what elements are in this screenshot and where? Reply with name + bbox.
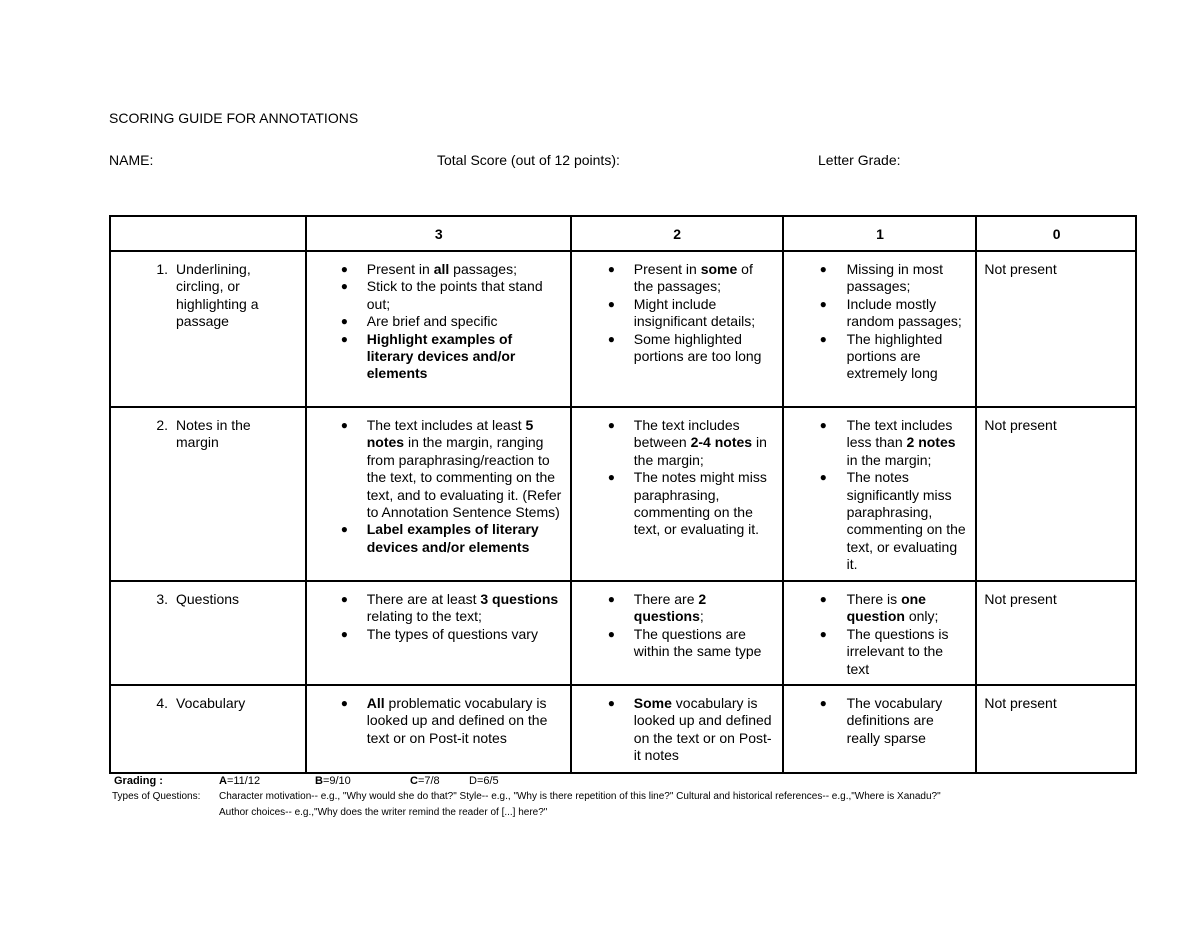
question-types-line-1: Character motivation-- e.g., "Why would she do that?" Style-- e.g., "Why is there repetition of this line?" Cultural and historical references-- e.g.,"Where is Xanadu?" xyxy=(219,791,941,802)
column-header-score-2: 2 xyxy=(571,216,783,251)
bullet-list xyxy=(579,261,776,365)
bullet-dot-icon: ● xyxy=(607,470,616,485)
bold-text: 2 notes xyxy=(906,434,956,451)
bullet-dot-icon: ● xyxy=(340,331,348,346)
text: Present in xyxy=(633,261,701,277)
criterion-cell xyxy=(110,581,306,685)
bold-text: 2 questions xyxy=(633,591,707,625)
text: The notes might miss paraphrasing, commenting on the text, or evaluating it. xyxy=(633,469,767,538)
bullet-item xyxy=(314,261,564,278)
score-0-text: Not present xyxy=(984,261,1057,277)
grade-a-value: =11/12 xyxy=(226,775,261,787)
table-row xyxy=(110,407,1136,581)
grade-c xyxy=(410,775,440,787)
bullet-dot-icon: ● xyxy=(819,296,827,311)
bullet-dot-icon: ● xyxy=(340,522,348,537)
bold-text: Highlight examples of literary devices and/or elements xyxy=(366,330,516,382)
bullet-dot-icon: ● xyxy=(607,262,616,276)
score-2-cell xyxy=(571,407,783,581)
bullet-item xyxy=(314,278,564,313)
letter-grade-label: Letter Grade: xyxy=(818,152,901,168)
criterion-cell xyxy=(110,407,306,581)
score-0-cell xyxy=(976,685,1136,773)
text: The text includes less than xyxy=(846,417,953,451)
grade-b-letter: B xyxy=(315,775,323,787)
bullet-item xyxy=(579,469,776,539)
bold-text: All xyxy=(366,695,385,712)
bullet-dot-icon: ● xyxy=(340,418,348,432)
text: ; xyxy=(699,608,704,625)
text: Present in xyxy=(366,261,434,277)
bullet-dot-icon: ● xyxy=(819,470,827,485)
bullet-item xyxy=(791,591,970,626)
bullet-list xyxy=(791,695,970,747)
bullet-item xyxy=(314,591,564,626)
grade-c-letter: C xyxy=(410,775,418,787)
bullet-dot-icon: ● xyxy=(607,331,616,346)
bullet-dot-icon: ● xyxy=(340,696,348,711)
text: Missing in most passages; xyxy=(846,261,944,295)
text: problematic vocabulary is looked up and defined on the text or on Post-it notes xyxy=(366,695,548,746)
text: There is xyxy=(846,591,902,607)
criterion-label: Vocabulary xyxy=(176,695,246,712)
bullet-list xyxy=(314,591,564,643)
text: The types of questions vary xyxy=(366,625,538,642)
text: passages; xyxy=(449,261,517,277)
bullet-item xyxy=(579,626,776,661)
bullet-dot-icon: ● xyxy=(819,696,827,711)
bold-text: 3 questions xyxy=(480,591,559,607)
bullet-dot-icon: ● xyxy=(819,418,827,432)
score-3-cell xyxy=(306,685,571,773)
score-3-cell xyxy=(306,251,571,407)
bold-text: 2-4 notes xyxy=(690,434,753,451)
score-0-text: Not present xyxy=(984,591,1057,607)
score-2-cell xyxy=(571,581,783,685)
column-header-score-0: 0 xyxy=(976,216,1136,251)
text: Are brief and specific xyxy=(366,313,498,330)
bullet-item xyxy=(579,331,776,366)
bullet-dot-icon: ● xyxy=(607,696,616,711)
bold-text: 5 notes xyxy=(366,417,534,451)
bold-text: Label examples of literary devices and/or elements xyxy=(366,521,539,555)
bullet-item xyxy=(791,417,970,469)
bullet-item xyxy=(579,296,776,331)
text: in the margin; xyxy=(633,434,767,468)
grade-b-value: =9/10 xyxy=(322,775,351,787)
bullet-dot-icon: ● xyxy=(340,626,348,641)
bullet-item xyxy=(314,521,564,556)
criterion-number: 1. xyxy=(156,261,168,277)
bullet-dot-icon: ● xyxy=(340,262,348,276)
score-3-cell xyxy=(306,407,571,581)
bullet-list xyxy=(791,591,970,678)
criterion-number: 2. xyxy=(156,417,168,433)
grade-b xyxy=(315,775,351,787)
bullet-item xyxy=(791,626,970,678)
bullet-item xyxy=(791,695,970,747)
grading-label: Grading : xyxy=(114,775,163,787)
bullet-dot-icon: ● xyxy=(607,592,616,606)
criterion-number: 3. xyxy=(156,591,168,607)
bullet-dot-icon: ● xyxy=(819,592,827,606)
bullet-dot-icon: ● xyxy=(819,626,827,641)
bullet-dot-icon: ● xyxy=(340,592,348,606)
text: There are at least xyxy=(366,591,481,607)
bullet-item xyxy=(579,417,776,469)
text: The questions is irrelevant to the text xyxy=(846,625,949,677)
score-0-text: Not present xyxy=(984,417,1057,433)
score-3-cell xyxy=(306,581,571,685)
text: Stick to the points that stand out; xyxy=(366,278,543,312)
table-header-row xyxy=(110,216,1136,251)
bullet-dot-icon: ● xyxy=(607,626,616,641)
bullet-list xyxy=(579,417,776,539)
text: only; xyxy=(904,608,939,625)
criterion-cell xyxy=(110,251,306,407)
score-1-cell xyxy=(783,251,977,407)
text: The text includes at least xyxy=(366,417,526,433)
bullet-item xyxy=(314,695,564,747)
bold-text: some xyxy=(700,261,738,277)
bullet-item xyxy=(579,591,776,626)
bullet-item xyxy=(314,626,564,643)
table-row xyxy=(110,685,1136,773)
scoring-rubric-table xyxy=(109,215,1137,774)
question-types-label: Types of Questions: xyxy=(112,791,201,802)
criterion-number: 4. xyxy=(156,695,168,712)
score-2-cell xyxy=(571,251,783,407)
criterion-cell xyxy=(110,685,306,773)
score-1-cell xyxy=(783,685,977,773)
grade-a xyxy=(219,775,260,787)
column-header-criterion xyxy=(110,216,306,251)
text: Include mostly random passages; xyxy=(846,295,962,330)
text: The questions are within the same type xyxy=(633,625,762,660)
text: The vocabulary definitions are really sparse xyxy=(846,695,943,746)
score-0-cell xyxy=(976,407,1136,581)
bullet-dot-icon: ● xyxy=(607,418,616,432)
bullet-item xyxy=(791,331,970,383)
bullet-list xyxy=(314,695,564,747)
bullet-list xyxy=(314,261,564,383)
column-header-score-1: 1 xyxy=(783,216,977,251)
bullet-list xyxy=(314,417,564,556)
bullet-list xyxy=(579,591,776,661)
question-types-line-2: Author choices-- e.g.,"Why does the writer remind the reader of [...] here?" xyxy=(219,807,548,818)
grade-c-value: =7/8 xyxy=(417,775,440,787)
score-1-cell xyxy=(783,407,977,581)
bullet-item xyxy=(791,469,970,573)
text: vocabulary is looked up and defined on the text or on Post-it notes xyxy=(633,695,772,764)
bullet-dot-icon: ● xyxy=(607,296,616,311)
bullet-item xyxy=(579,695,776,765)
name-label: NAME: xyxy=(109,152,154,168)
text: relating to the text; xyxy=(366,608,482,625)
bullet-list xyxy=(791,261,970,383)
text: Might include insignificant details; xyxy=(633,295,756,330)
score-0-cell xyxy=(976,581,1136,685)
text: The notes significantly miss paraphrasing, commenting on the text, or evaluating it. xyxy=(846,469,966,573)
score-0-cell xyxy=(976,251,1136,407)
bold-text: one question xyxy=(846,591,926,625)
column-header-score-3: 3 xyxy=(306,216,571,251)
bullet-list xyxy=(579,695,776,765)
bold-text: Some xyxy=(633,695,672,712)
score-1-cell xyxy=(783,581,977,685)
bold-text: all xyxy=(433,261,450,277)
bullet-list xyxy=(791,417,970,574)
criterion-label: Underlining, circling, or highlighting a passage xyxy=(176,261,259,330)
bullet-dot-icon: ● xyxy=(340,314,348,329)
text: of the passages; xyxy=(633,261,753,295)
bullet-dot-icon: ● xyxy=(819,331,827,346)
text: Some highlighted portions are too long xyxy=(633,330,762,365)
criterion-label: Questions xyxy=(176,591,240,607)
text: in the margin; xyxy=(846,451,932,468)
bullet-item xyxy=(314,313,564,330)
grade-d: D=6/5 xyxy=(469,775,499,787)
criterion-label: Notes in the margin xyxy=(176,417,251,451)
table-row xyxy=(110,251,1136,407)
bullet-item xyxy=(791,261,970,296)
grade-a-letter: A xyxy=(219,775,227,787)
text: There are xyxy=(633,591,699,607)
score-0-text: Not present xyxy=(984,695,1057,712)
table-row xyxy=(110,581,1136,685)
bullet-dot-icon: ● xyxy=(340,279,348,294)
text: in the margin, ranging from paraphrasing/reaction to the text, to commenting on the text, and to evaluating it. (Refer to Annotation Sentence Stems) xyxy=(366,434,562,521)
bullet-dot-icon: ● xyxy=(819,262,827,276)
bullet-item xyxy=(579,261,776,296)
score-2-cell xyxy=(571,685,783,773)
total-score-label: Total Score (out of 12 points): xyxy=(437,152,620,168)
bullet-item xyxy=(314,417,564,521)
text: The text includes between xyxy=(633,417,740,451)
bullet-item xyxy=(314,331,564,383)
text: The highlighted portions are extremely long xyxy=(846,330,943,382)
bullet-item xyxy=(791,296,970,331)
page-title: SCORING GUIDE FOR ANNOTATIONS xyxy=(109,110,359,126)
